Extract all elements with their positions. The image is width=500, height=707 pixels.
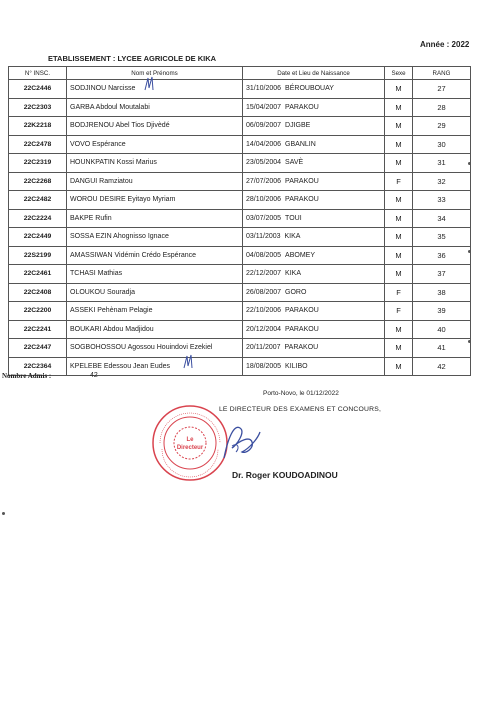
cell-rang: 41: [413, 339, 471, 358]
column-header-rang: RANG: [413, 67, 471, 80]
cell-nom: DANGUI Ramziatou: [67, 172, 243, 191]
cell-nom: SOSSA EZIN Ahognisso Ignace: [67, 228, 243, 247]
cell-rang: 30: [413, 135, 471, 154]
cell-sexe: M: [385, 246, 413, 265]
cell-sexe: M: [385, 117, 413, 136]
cell-naissance: [243, 246, 385, 265]
cell-sexe: M: [385, 265, 413, 284]
cell-rang: 39: [413, 302, 471, 321]
cell-rang: 28: [413, 98, 471, 117]
cell-naissance: [243, 228, 385, 247]
birth-place: PARAKOU: [285, 325, 319, 333]
birth-date: 27/07/2006: [246, 177, 282, 185]
cell-sexe: M: [385, 191, 413, 210]
margin-mark: [2, 512, 5, 515]
cell-nom: GARBA Abdoul Moutalabi: [67, 98, 243, 117]
cell-rang: 33: [413, 191, 471, 210]
table-row: [9, 283, 471, 302]
cell-nom: KPELEBE Edessou Jean Eudes: [67, 357, 243, 376]
cell-naissance: [243, 191, 385, 210]
birth-date: 22/12/2007: [246, 270, 282, 278]
margin-mark: [468, 340, 471, 343]
cell-sexe: M: [385, 80, 413, 99]
birth-date: 03/07/2005: [246, 214, 282, 222]
cell-insc: 22K2218: [9, 117, 67, 136]
cell-naissance: [243, 339, 385, 358]
cell-insc: 22C2446: [9, 80, 67, 99]
cell-sexe: M: [385, 135, 413, 154]
results-table: [8, 66, 471, 376]
cell-sexe: F: [385, 283, 413, 302]
director-name: Dr. Roger KOUDOADINOU: [232, 470, 338, 480]
year-label: Année : 2022: [420, 40, 470, 49]
cell-nom: TCHASI Mathias: [67, 265, 243, 284]
cell-nom: HOUNKPATIN Kossi Marius: [67, 154, 243, 173]
cell-nom: AMASSIWAN Vidémin Crédo Espérance: [67, 246, 243, 265]
cell-sexe: M: [385, 228, 413, 247]
cell-rang: 27: [413, 80, 471, 99]
cell-insc: 22C2447: [9, 339, 67, 358]
cell-rang: 31: [413, 154, 471, 173]
cell-sexe: M: [385, 320, 413, 339]
direction-title: LE DIRECTEUR DES EXAMENS ET CONCOURS,: [218, 406, 382, 413]
cell-insc: 22S2199: [9, 246, 67, 265]
column-header-insc: N° INSC.: [9, 67, 67, 80]
cell-rang: 40: [413, 320, 471, 339]
table-row: [9, 302, 471, 321]
cell-insc: 22C2364: [9, 357, 67, 376]
margin-mark: [468, 162, 471, 165]
column-header-sexe: Sexe: [385, 67, 413, 80]
admis-value: 42: [90, 372, 98, 379]
cell-naissance: [243, 98, 385, 117]
cell-rang: 36: [413, 246, 471, 265]
table-row: [9, 246, 471, 265]
table-row: [9, 228, 471, 247]
cell-naissance: [243, 283, 385, 302]
birth-date: 20/12/2004: [246, 325, 282, 333]
cell-naissance: [243, 357, 385, 376]
handwritten-signature: [210, 418, 270, 466]
birth-place: KILIBO: [285, 362, 308, 370]
birth-place: ABOMEY: [285, 251, 315, 259]
cell-sexe: M: [385, 209, 413, 228]
cell-nom: WOROU DESIRE Eyitayo Myriam: [67, 191, 243, 210]
table-row: [9, 80, 471, 99]
birth-place: KIKA: [284, 233, 301, 241]
birth-place: PARAKOU: [285, 196, 319, 204]
place-date: Porto-Novo, le 01/12/2022: [263, 390, 339, 397]
birth-place: GBANLIN: [285, 140, 316, 148]
etablissement-label: ETABLISSEMENT :: [48, 54, 116, 63]
birth-place: PARAKOU: [285, 307, 319, 315]
cell-nom: OLOUKOU Souradja: [67, 283, 243, 302]
cell-insc: 22C2449: [9, 228, 67, 247]
column-header-nom: Nom et Prénoms: [67, 67, 243, 80]
cell-insc: 22C2461: [9, 265, 67, 284]
birth-date: 28/10/2006: [246, 196, 282, 204]
table-row: [9, 135, 471, 154]
birth-place: BÉROUBOUAY: [285, 85, 334, 93]
birth-place: TOUI: [285, 214, 302, 222]
cell-insc: 22C2408: [9, 283, 67, 302]
table-row: [9, 265, 471, 284]
birth-date: 06/09/2007: [246, 122, 282, 130]
birth-place: PARAKOU: [285, 103, 319, 111]
cell-sexe: F: [385, 172, 413, 191]
birth-place: PARAKOU: [285, 177, 319, 185]
cell-nom: SOGBOHOSSOU Agossou Houindovi Ezekiel: [67, 339, 243, 358]
cell-nom: SODJINOU Narcisse: [67, 80, 243, 99]
birth-date: 31/10/2006: [246, 85, 282, 93]
cell-insc: 22C2303: [9, 98, 67, 117]
birth-date: 26/08/2007: [246, 288, 282, 296]
table-row: [9, 357, 471, 376]
birth-place: PARAKOU: [284, 344, 319, 352]
margin-mark: [468, 250, 471, 253]
table-body: [9, 80, 471, 376]
svg-text:Directeur: Directeur: [176, 445, 204, 451]
table-row: [9, 154, 471, 173]
handwritten-initial-mark: [183, 354, 193, 370]
cell-insc: 22C2268: [9, 172, 67, 191]
table-row: [9, 117, 471, 136]
cell-naissance: [243, 80, 385, 99]
cell-sexe: F: [385, 302, 413, 321]
cell-nom: VOVO Espérance: [67, 135, 243, 154]
cell-nom: BOUKARI Abdou Madjidou: [67, 320, 243, 339]
birth-date: 15/04/2007: [246, 103, 282, 111]
cell-sexe: M: [385, 357, 413, 376]
cell-rang: 38: [413, 283, 471, 302]
table-row: [9, 172, 471, 191]
cell-naissance: [243, 302, 385, 321]
cell-rang: 34: [413, 209, 471, 228]
table-row: [9, 320, 471, 339]
birth-place: KIKA: [285, 270, 301, 278]
cell-nom: ASSEKI Pehènam Pelagie: [67, 302, 243, 321]
cell-naissance: [243, 265, 385, 284]
cell-insc: 22C2241: [9, 320, 67, 339]
cell-rang: 35: [413, 228, 471, 247]
cell-insc: 22C2478: [9, 135, 67, 154]
cell-sexe: M: [385, 154, 413, 173]
cell-rang: 42: [413, 357, 471, 376]
cell-naissance: [243, 135, 385, 154]
cell-nom: BODJRENOU Abel Tios Djivèdé: [67, 117, 243, 136]
birth-date: 14/04/2006: [246, 140, 282, 148]
cell-naissance: [243, 209, 385, 228]
cell-rang: 32: [413, 172, 471, 191]
etablissement-value: LYCEE AGRICOLE DE KIKA: [117, 54, 217, 63]
birth-place: SAVÈ: [285, 159, 304, 167]
cell-naissance: [243, 320, 385, 339]
cell-rang: 37: [413, 265, 471, 284]
cell-naissance: [243, 117, 385, 136]
cell-sexe: M: [385, 98, 413, 117]
birth-date: 20/11/2007: [246, 344, 281, 352]
etablissement-header: [48, 54, 216, 63]
handwritten-initial-mark: [144, 76, 154, 92]
column-header-naissance: Date et Lieu de Naissance: [243, 67, 385, 80]
cell-naissance: [243, 172, 385, 191]
svg-text:Le: Le: [186, 437, 194, 443]
cell-insc: 22C2319: [9, 154, 67, 173]
cell-sexe: M: [385, 339, 413, 358]
birth-date: 23/05/2004: [246, 159, 282, 167]
table-row: [9, 339, 471, 358]
birth-date: 04/08/2005: [246, 251, 282, 259]
birth-place: GORO: [285, 288, 307, 296]
table-header-row: [9, 67, 471, 80]
table-row: [9, 191, 471, 210]
cell-insc: 22C2200: [9, 302, 67, 321]
table-row: [9, 98, 471, 117]
birth-date: 03/11/2003: [246, 233, 281, 241]
cell-rang: 29: [413, 117, 471, 136]
birth-date: 18/08/2005: [246, 362, 282, 370]
birth-date: 22/10/2006: [246, 307, 282, 315]
admis-label: Nombre Admis :: [2, 372, 52, 380]
cell-naissance: [243, 154, 385, 173]
cell-insc: 22C2224: [9, 209, 67, 228]
birth-place: DJIGBE: [285, 122, 311, 130]
cell-insc: 22C2482: [9, 191, 67, 210]
cell-nom: BAKPE Rufin: [67, 209, 243, 228]
table-row: [9, 209, 471, 228]
